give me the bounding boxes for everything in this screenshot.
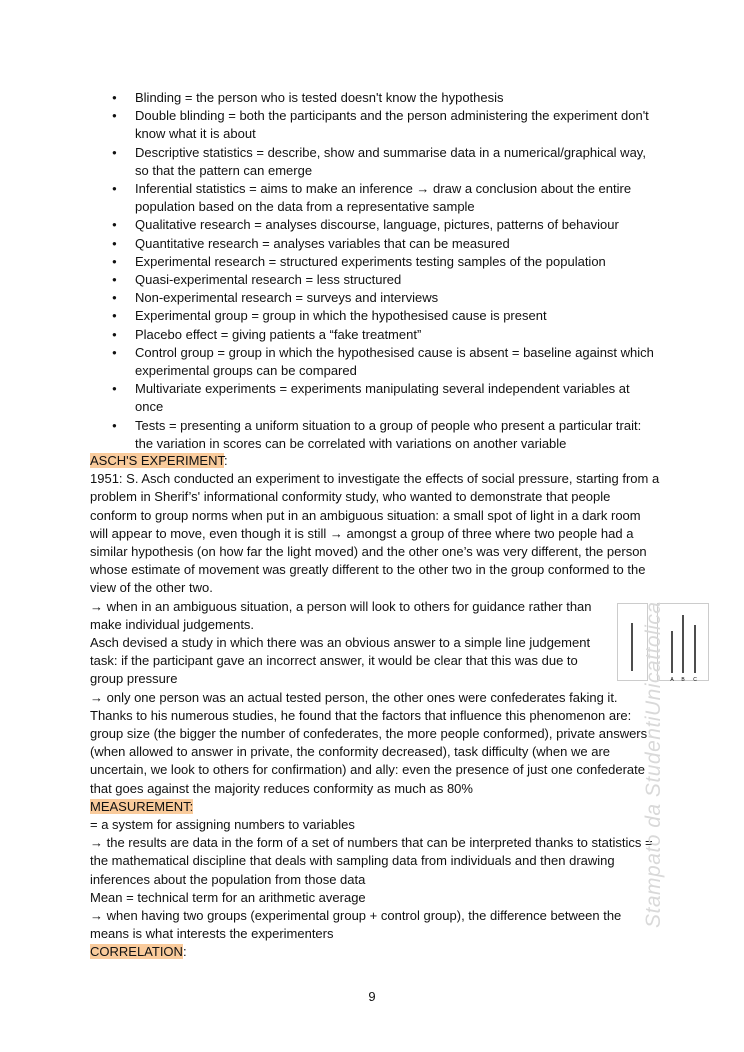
- list-item: ● Double blinding = both the participants and the person administering the experiment don't know what it is about: [90, 107, 660, 143]
- list-item: ● Experimental research = structured experiments testing samples of the population: [90, 253, 660, 271]
- line-label-b: B: [681, 677, 685, 683]
- line-label-c: C: [693, 677, 697, 683]
- measurement-paragraph: = a system for assigning numbers to variables: [90, 817, 355, 833]
- asch-paragraph: → when in an ambiguous situation, a person will look to others for guidance rather than make individual judgements.: [90, 598, 592, 632]
- list-item: ● Tests = presenting a uniform situation to a group of people who present a particular trait: the variation in scores can be correlated with variations on another variable: [90, 417, 660, 453]
- main-text: [90, 452, 660, 962]
- asch-paragraph: 1951: S. Asch conducted an experiment to investigate the effects of social pressure, starting from a problem in Sherif’s' informational conformity study, who wanted to demonstrate that people conform to group norms when put in an ambiguous situation: a small spot of light in a dark room will appear to move, even though it is still → amongst a group of three where two people had a similar hypothesis (on how far the light moved) and the other one’s was very different, the person whose estimate of movement was greatly different to the other two in the group conformed to the view of the other two.: [90, 471, 660, 596]
- measurement-paragraph: → when having two groups (experimental group + control group), the difference between the means is what interests the experimenters: [90, 908, 622, 942]
- list-item: ● Inferential statistics = aims to make an inference → draw a conclusion about the entire population based on the data from a representative sample: [90, 180, 660, 216]
- measurement-heading-line: [90, 798, 660, 816]
- watermark: Stampato da StudentiUnicattolica: [642, 601, 665, 928]
- asch-heading: ASCH'S EXPERIMENT: [90, 453, 224, 468]
- asch-heading-line: [90, 452, 660, 470]
- asch-paragraph: Asch devised a study in which there was an obvious answer to a simple line judgement task: if the participant gave an incorrect answer, it would be clear that this was due to group pressure: [90, 635, 591, 687]
- correlation-heading: CORRELATION: [90, 944, 183, 960]
- measurement-heading: MEASUREMENT:: [90, 798, 194, 814]
- list-item: ● Quasi-experimental research = less structured: [90, 271, 660, 289]
- page-number: 9: [368, 989, 376, 1004]
- measurement-paragraph: → the results are data in the form of a set of numbers that can be interpreted thanks to statistics = the mathematical discipline that deals with sampling data from individuals and then drawing inferences about the population from those data: [90, 835, 653, 887]
- list-item: ● Non-experimental research = surveys and interviews: [90, 289, 660, 307]
- list-item: ● Placebo effect = giving patients a “fake treatment”: [90, 326, 660, 344]
- asch-heading-colon: :: [223, 453, 228, 468]
- list-item: ● Control group = group in which the hypothesised cause is absent = baseline against which experimental groups can be compared: [90, 344, 660, 380]
- list-item: ● Qualitative research = analyses discourse, language, pictures, patterns of behaviour: [90, 216, 660, 234]
- list-item: ● Descriptive statistics = describe, show and summarise data in a numerical/graphical way, so that the pattern can emerge: [90, 144, 660, 180]
- correlation-heading-colon: :: [182, 944, 187, 960]
- list-item: ● Quantitative research = analyses variables that can be measured: [90, 235, 660, 253]
- measurement-paragraph: Mean = technical term for an arithmetic average: [90, 889, 366, 905]
- asch-paragraph: → only one person was an actual tested person, the other ones were confederates faking it. Thanks to his numerous studies, he found that the factors that influence this phenomenon are: group size (the bigger the number of confederates, the more people conformed), private answers (when allowed to answer in private, the conformity decreased), task difficulty (when we are uncertain, we look to others for confirmation) and ally: even the presence of just one confederate that goes against the majority reduces conformity as much as 80%: [90, 689, 648, 796]
- definitions-list: [90, 89, 660, 453]
- line-label-a: A: [670, 677, 674, 683]
- list-item: ● Blinding = the person who is tested doesn't know the hypothesis: [90, 89, 660, 107]
- list-item: ● Experimental group = group in which the hypothesised cause is present: [90, 307, 660, 325]
- list-item: ● Multivariate experiments = experiments manipulating several independent variables at once: [90, 380, 660, 416]
- correlation-heading-line: [90, 943, 660, 961]
